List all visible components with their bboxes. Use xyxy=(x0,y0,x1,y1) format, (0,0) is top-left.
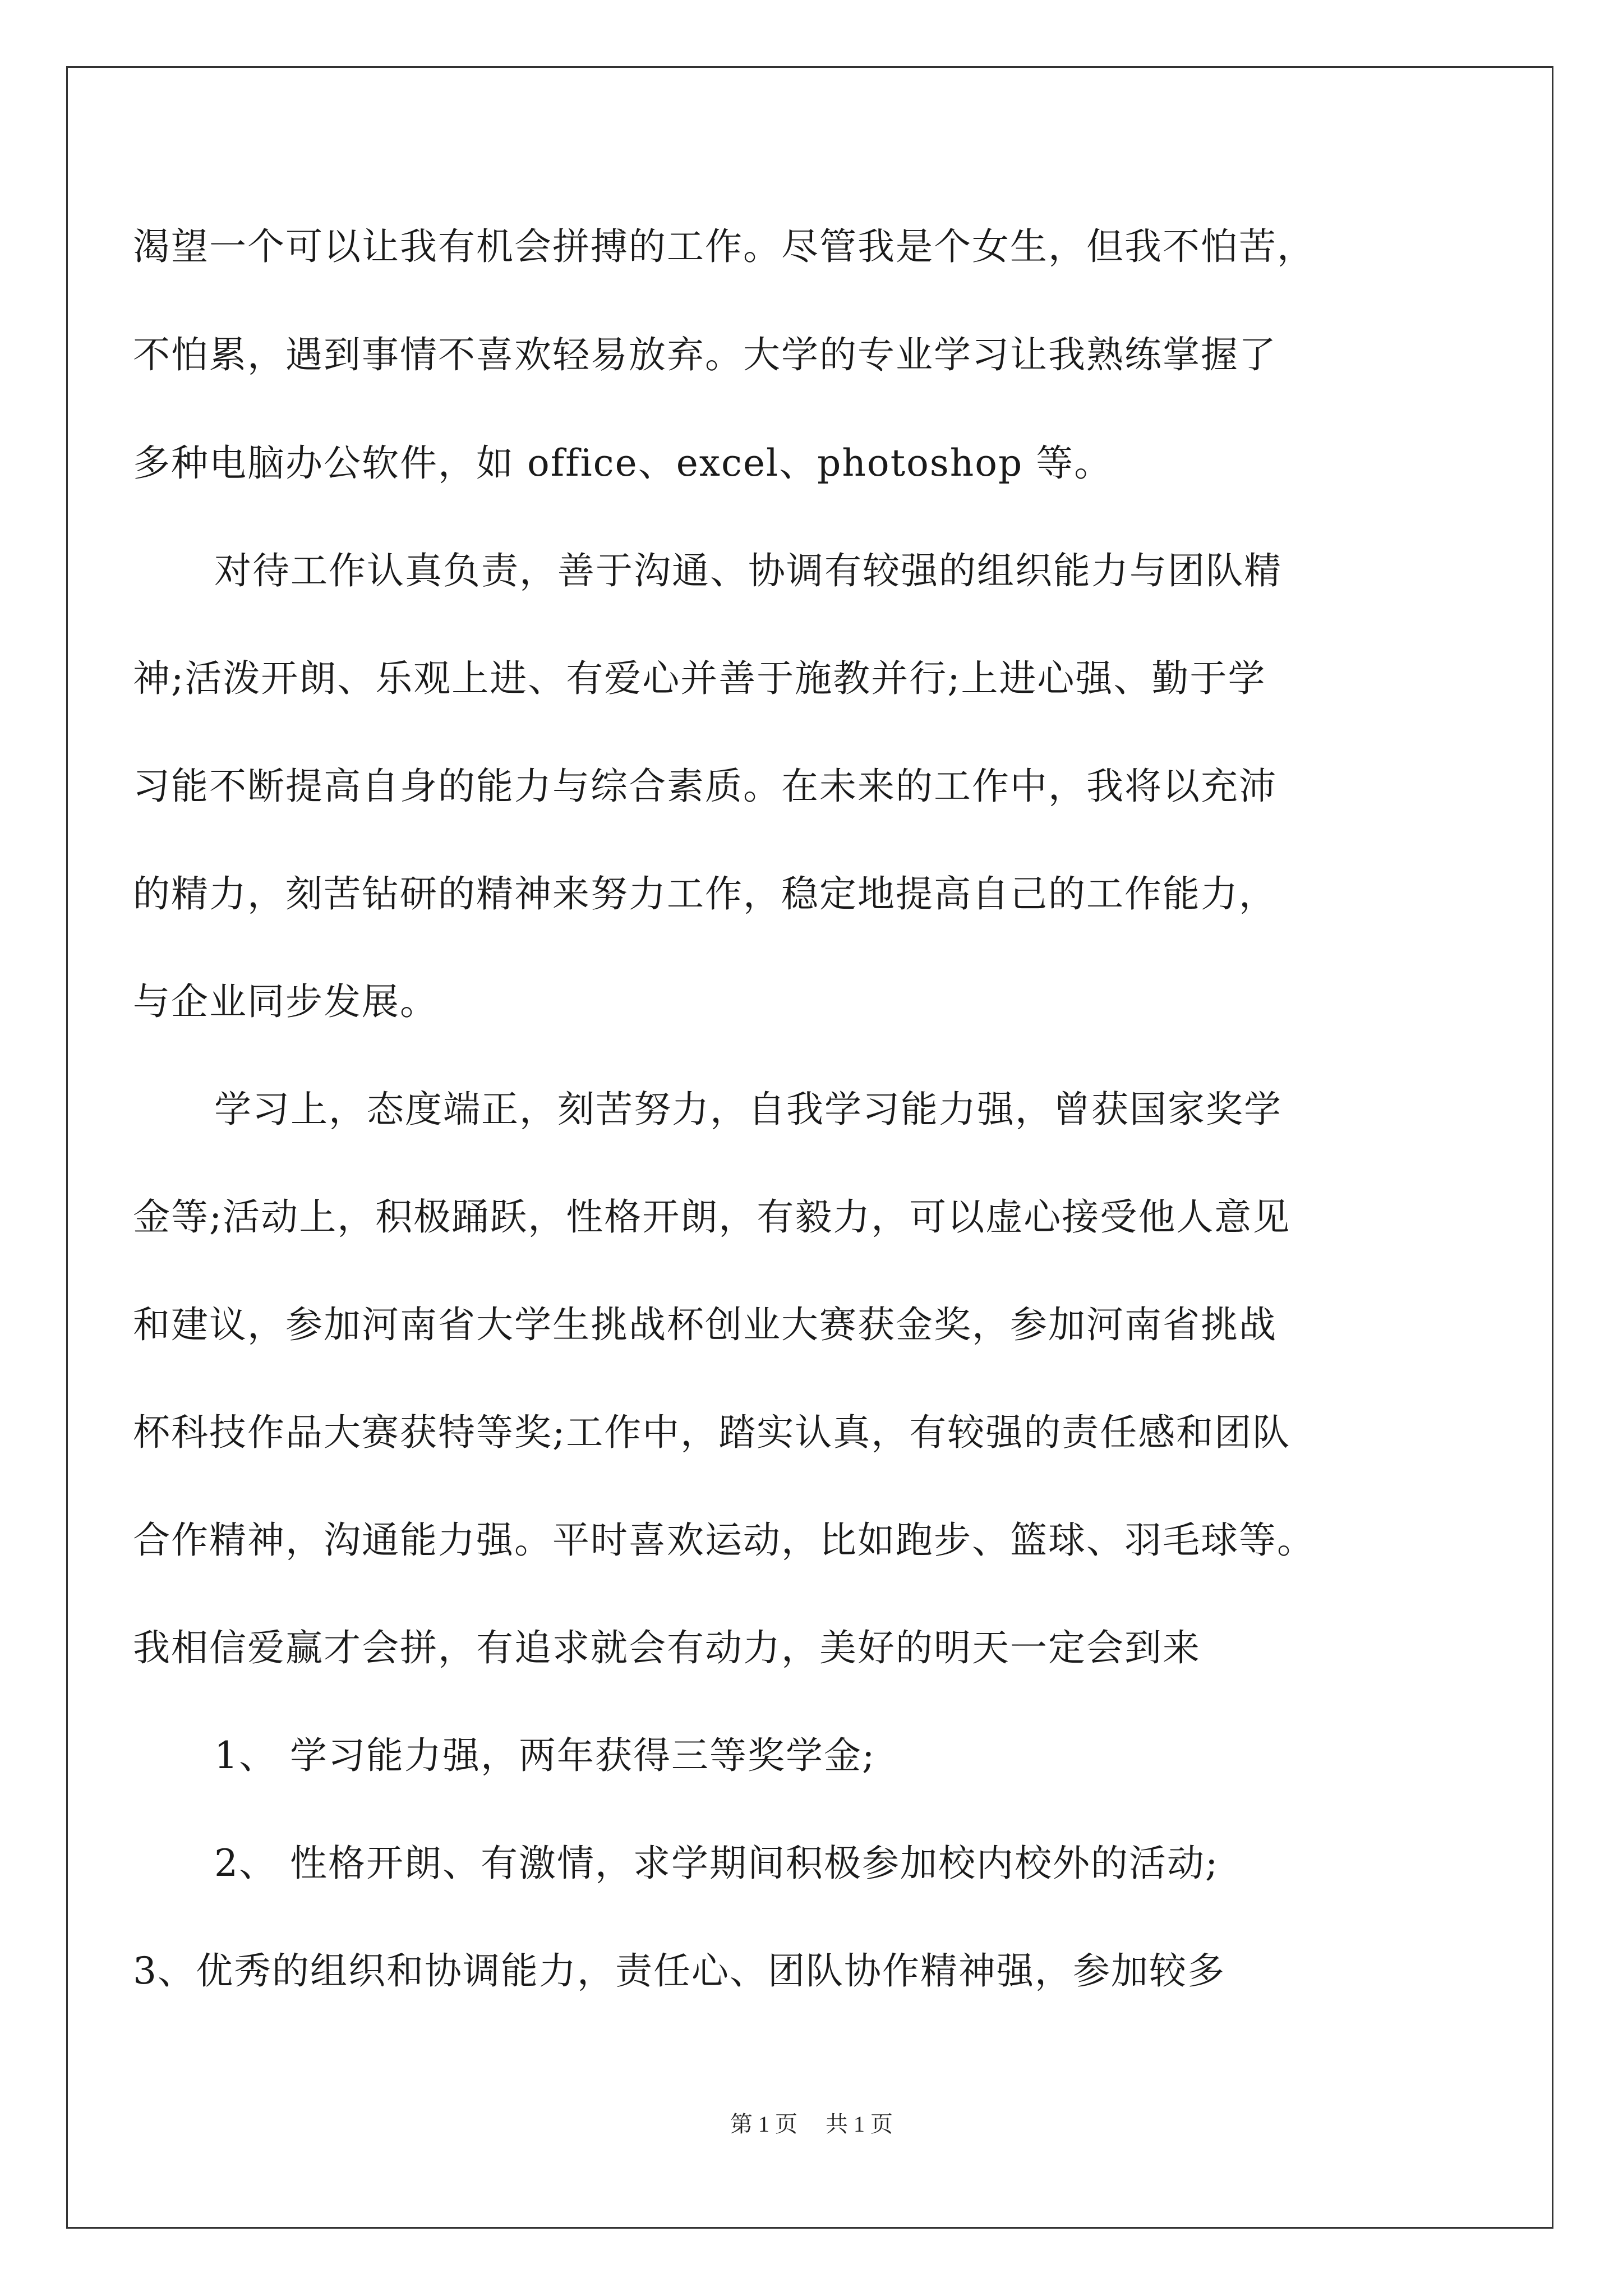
page-border xyxy=(66,66,1553,2229)
text-line-13: 合作精神，沟通能力强。平时喜欢运动，比如跑步、篮球、羽毛球等。 xyxy=(133,1519,1315,1562)
text-line-5: 神;活泼开朗、乐观上进、有爱心并善于施教并行;上进心强、勤于学 xyxy=(133,657,1266,700)
page-number-total: 共 1 页 xyxy=(826,2111,893,2137)
text-line-6: 习能不断提高自身的能力与综合素质。在未来的工作中，我将以充沛 xyxy=(133,765,1277,808)
list-item-2: 2、 性格开朗、有激情，求学期间积极参加校内校外的活动; xyxy=(214,1842,1219,1885)
page-number-current: 第 1 页 xyxy=(730,2111,797,2137)
text-line-11: 和建议，参加河南省大学生挑战杯创业大赛获金奖，参加河南省挑战 xyxy=(133,1303,1277,1346)
text-line-14: 我相信爱赢才会拼，有追求就会有动力，美好的明天一定会到来 xyxy=(133,1626,1201,1669)
text-line-10: 金等;活动上，积极踊跃，性格开朗，有毅力，可以虚心接受他人意见 xyxy=(133,1195,1291,1239)
text-line-7: 的精力，刻苦钻研的精神来努力工作，稳定地提高自己的工作能力， xyxy=(133,872,1277,915)
text-line-8: 与企业同步发展。 xyxy=(133,980,438,1023)
text-line-2: 不怕累，遇到事情不喜欢轻易放弃。大学的专业学习让我熟练掌握了 xyxy=(133,333,1277,376)
page-footer xyxy=(0,2110,1623,2138)
text-line-9: 学习上，态度端正，刻苦努力，自我学习能力强，曾获国家奖学 xyxy=(214,1088,1282,1131)
list-item-3: 3、优秀的组织和协调能力，责任心、团队协作精神强，参加较多 xyxy=(133,1949,1225,1993)
text-line-1: 渴望一个可以让我有机会拼搏的工作。尽管我是个女生，但我不怕苦， xyxy=(133,225,1315,268)
text-line-12: 杯科技作品大赛获特等奖;工作中，踏实认真，有较强的责任感和团队 xyxy=(133,1411,1291,1454)
text-line-3: 多种电脑办公软件，如 office、excel、photoshop 等。 xyxy=(133,441,1113,485)
text-line-4: 对待工作认真负责，善于沟通、协调有较强的组织能力与团队精 xyxy=(214,549,1282,592)
list-item-1: 1、 学习能力强，两年获得三等奖学金; xyxy=(214,1734,876,1777)
